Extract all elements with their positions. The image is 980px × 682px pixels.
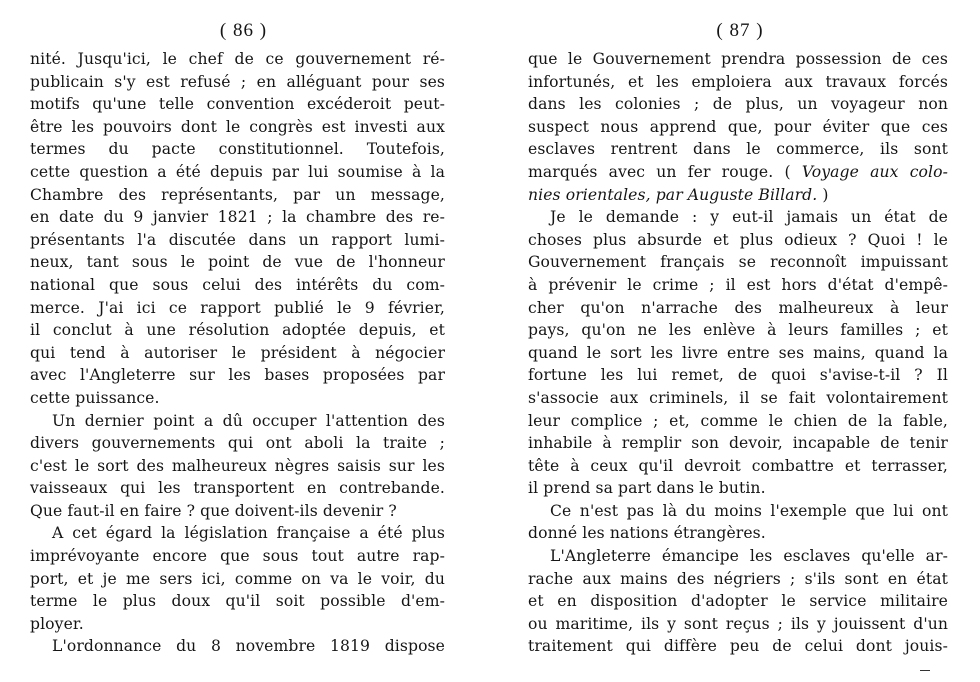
citation-title: Voyage aux colo- bbox=[801, 162, 948, 181]
text-line: merce. J'ai ici ce rapport publié le 9 février, bbox=[30, 298, 445, 317]
text-line: avec l'Angleterre sur les bases proposées par bbox=[30, 366, 445, 385]
text-line: rache aux mains des négriers ; s'ils sont en état bbox=[528, 569, 948, 588]
text-line: que le Gouvernement prendra possession de ces bbox=[528, 50, 948, 68]
text-line: Ce n'est pas là du moins l'exemple que lui ont bbox=[550, 501, 948, 520]
text-line: imprévoyante encore que sous tout autre rap- bbox=[30, 547, 445, 566]
text-line: L'Angleterre émancipe les esclaves qu'elle ar- bbox=[550, 547, 948, 566]
text-line: pays, qu'on ne les enlève à leurs familles ; et bbox=[528, 321, 948, 340]
left-page-text bbox=[30, 48, 445, 658]
text-line: Gouvernement français se reconnoît impuissant bbox=[528, 253, 948, 272]
text-line: publicain s'y est refusé ; en alléguant pour ses bbox=[30, 72, 445, 91]
text-line: fortune les lui remet, de quoi s'avise-t-il ? Il bbox=[528, 366, 948, 385]
text-line: cher qu'on n'arrache des malheureux à leur bbox=[528, 298, 948, 317]
citation-open: marqués avec un fer rouge. ( bbox=[528, 162, 802, 181]
text-line: port, et je me sers ici, comme on va le voir, du bbox=[30, 569, 445, 588]
text-line: cette question a été depuis par lui soumise à la bbox=[30, 162, 445, 181]
text-line: ployer. bbox=[30, 614, 84, 633]
text-line: terme le plus doux qu'il soit possible d'em- bbox=[30, 592, 445, 611]
text-line: dans les colonies ; de plus, un voyageur non bbox=[528, 95, 948, 114]
text-line: ou maritime, ils y sont reçus ; ils y jouissent d'un bbox=[528, 614, 948, 633]
text-line: Je le demande : y eut-il jamais un état de bbox=[550, 208, 948, 227]
text-line: choses plus absurde et plus odieux ? Quoi ! le bbox=[528, 230, 948, 249]
text-line: motifs qu'une telle convention excéderoit peut- bbox=[30, 95, 445, 114]
text-line: à prévenir le crime ; il est hors d'état d'empê- bbox=[528, 275, 948, 294]
text-line: termes du pacte constitutionnel. Toutefois, bbox=[30, 140, 445, 159]
text-line: leur complice ; et, comme le chien de la fable, bbox=[528, 411, 948, 430]
page-number-left: ( 86 ) bbox=[219, 20, 268, 41]
text-line: national que sous celui des intérêts du com- bbox=[30, 275, 445, 294]
left-page bbox=[30, 0, 445, 682]
print-mark bbox=[920, 670, 930, 674]
text-line: il conclut à une résolution adoptée depuis, et bbox=[30, 321, 445, 340]
text-line: vaisseaux qui les transportent en contrebande. bbox=[30, 479, 445, 498]
text-line: Chambre des représentants, par un message, bbox=[30, 185, 445, 204]
text-line: quand le sort les livre entre ses mains, quand la bbox=[528, 343, 948, 362]
text-line: A cet égard la législation française a été plus bbox=[52, 524, 445, 543]
text-line: inhabile à remplir son devoir, incapable de tenir bbox=[528, 434, 948, 453]
text-line: Un dernier point a dû occuper l'attention des bbox=[52, 411, 445, 430]
text-line: être les pouvoirs dont le congrès est investi aux bbox=[30, 117, 445, 136]
text-line-citation-end bbox=[528, 184, 948, 207]
text-line: divers gouvernements qui ont aboli la traite ; bbox=[30, 434, 445, 453]
citation-source: nies orientales, par Auguste Billard. bbox=[528, 185, 818, 204]
text-line: s'associe aux criminels, il se fait volontairement bbox=[528, 388, 948, 407]
text-line: et en disposition d'adopter le service militaire bbox=[528, 592, 948, 611]
page-number-right: ( 87 ) bbox=[716, 20, 764, 41]
text-line: nité. Jusqu'ici, le chef de ce gouvernement ré- bbox=[30, 50, 445, 68]
text-line: traitement qui diffère peu de celui dont jouis- bbox=[528, 637, 948, 656]
text-line: neux, tant sous le point de vue de l'honneur bbox=[30, 253, 445, 272]
text-line: cette puissance. bbox=[30, 388, 160, 407]
text-line: tête à ceux qu'il devroit combattre et terrasser, bbox=[528, 456, 948, 475]
text-line: Que faut-il en faire ? que doivent-ils devenir ? bbox=[30, 501, 397, 520]
text-line: qui tend à autoriser le président à négocier bbox=[30, 343, 445, 362]
text-line: L'ordonnance du 8 novembre 1819 dispose bbox=[52, 637, 445, 656]
right-page-text bbox=[528, 48, 948, 658]
text-line: c'est le sort des malheureux nègres saisis sur les bbox=[30, 456, 445, 475]
text-line: il prend sa part dans le butin. bbox=[528, 479, 766, 498]
text-line: donné les nations étrangères. bbox=[528, 524, 766, 543]
text-line: suspect nous apprend que, pour éviter que ces bbox=[528, 117, 948, 136]
text-line: présentants l'a discutée dans un rapport lumi- bbox=[30, 230, 445, 249]
text-line-citation-start bbox=[528, 161, 948, 184]
text-line: en date du 9 janvier 1821 ; la chambre des re- bbox=[30, 208, 445, 227]
text-line: esclaves rentrent dans le commerce, ils sont bbox=[528, 140, 948, 159]
right-page bbox=[528, 0, 948, 682]
citation-close: ) bbox=[817, 185, 829, 204]
text-line: infortunés, et les emploiera aux travaux forcés bbox=[528, 72, 948, 91]
